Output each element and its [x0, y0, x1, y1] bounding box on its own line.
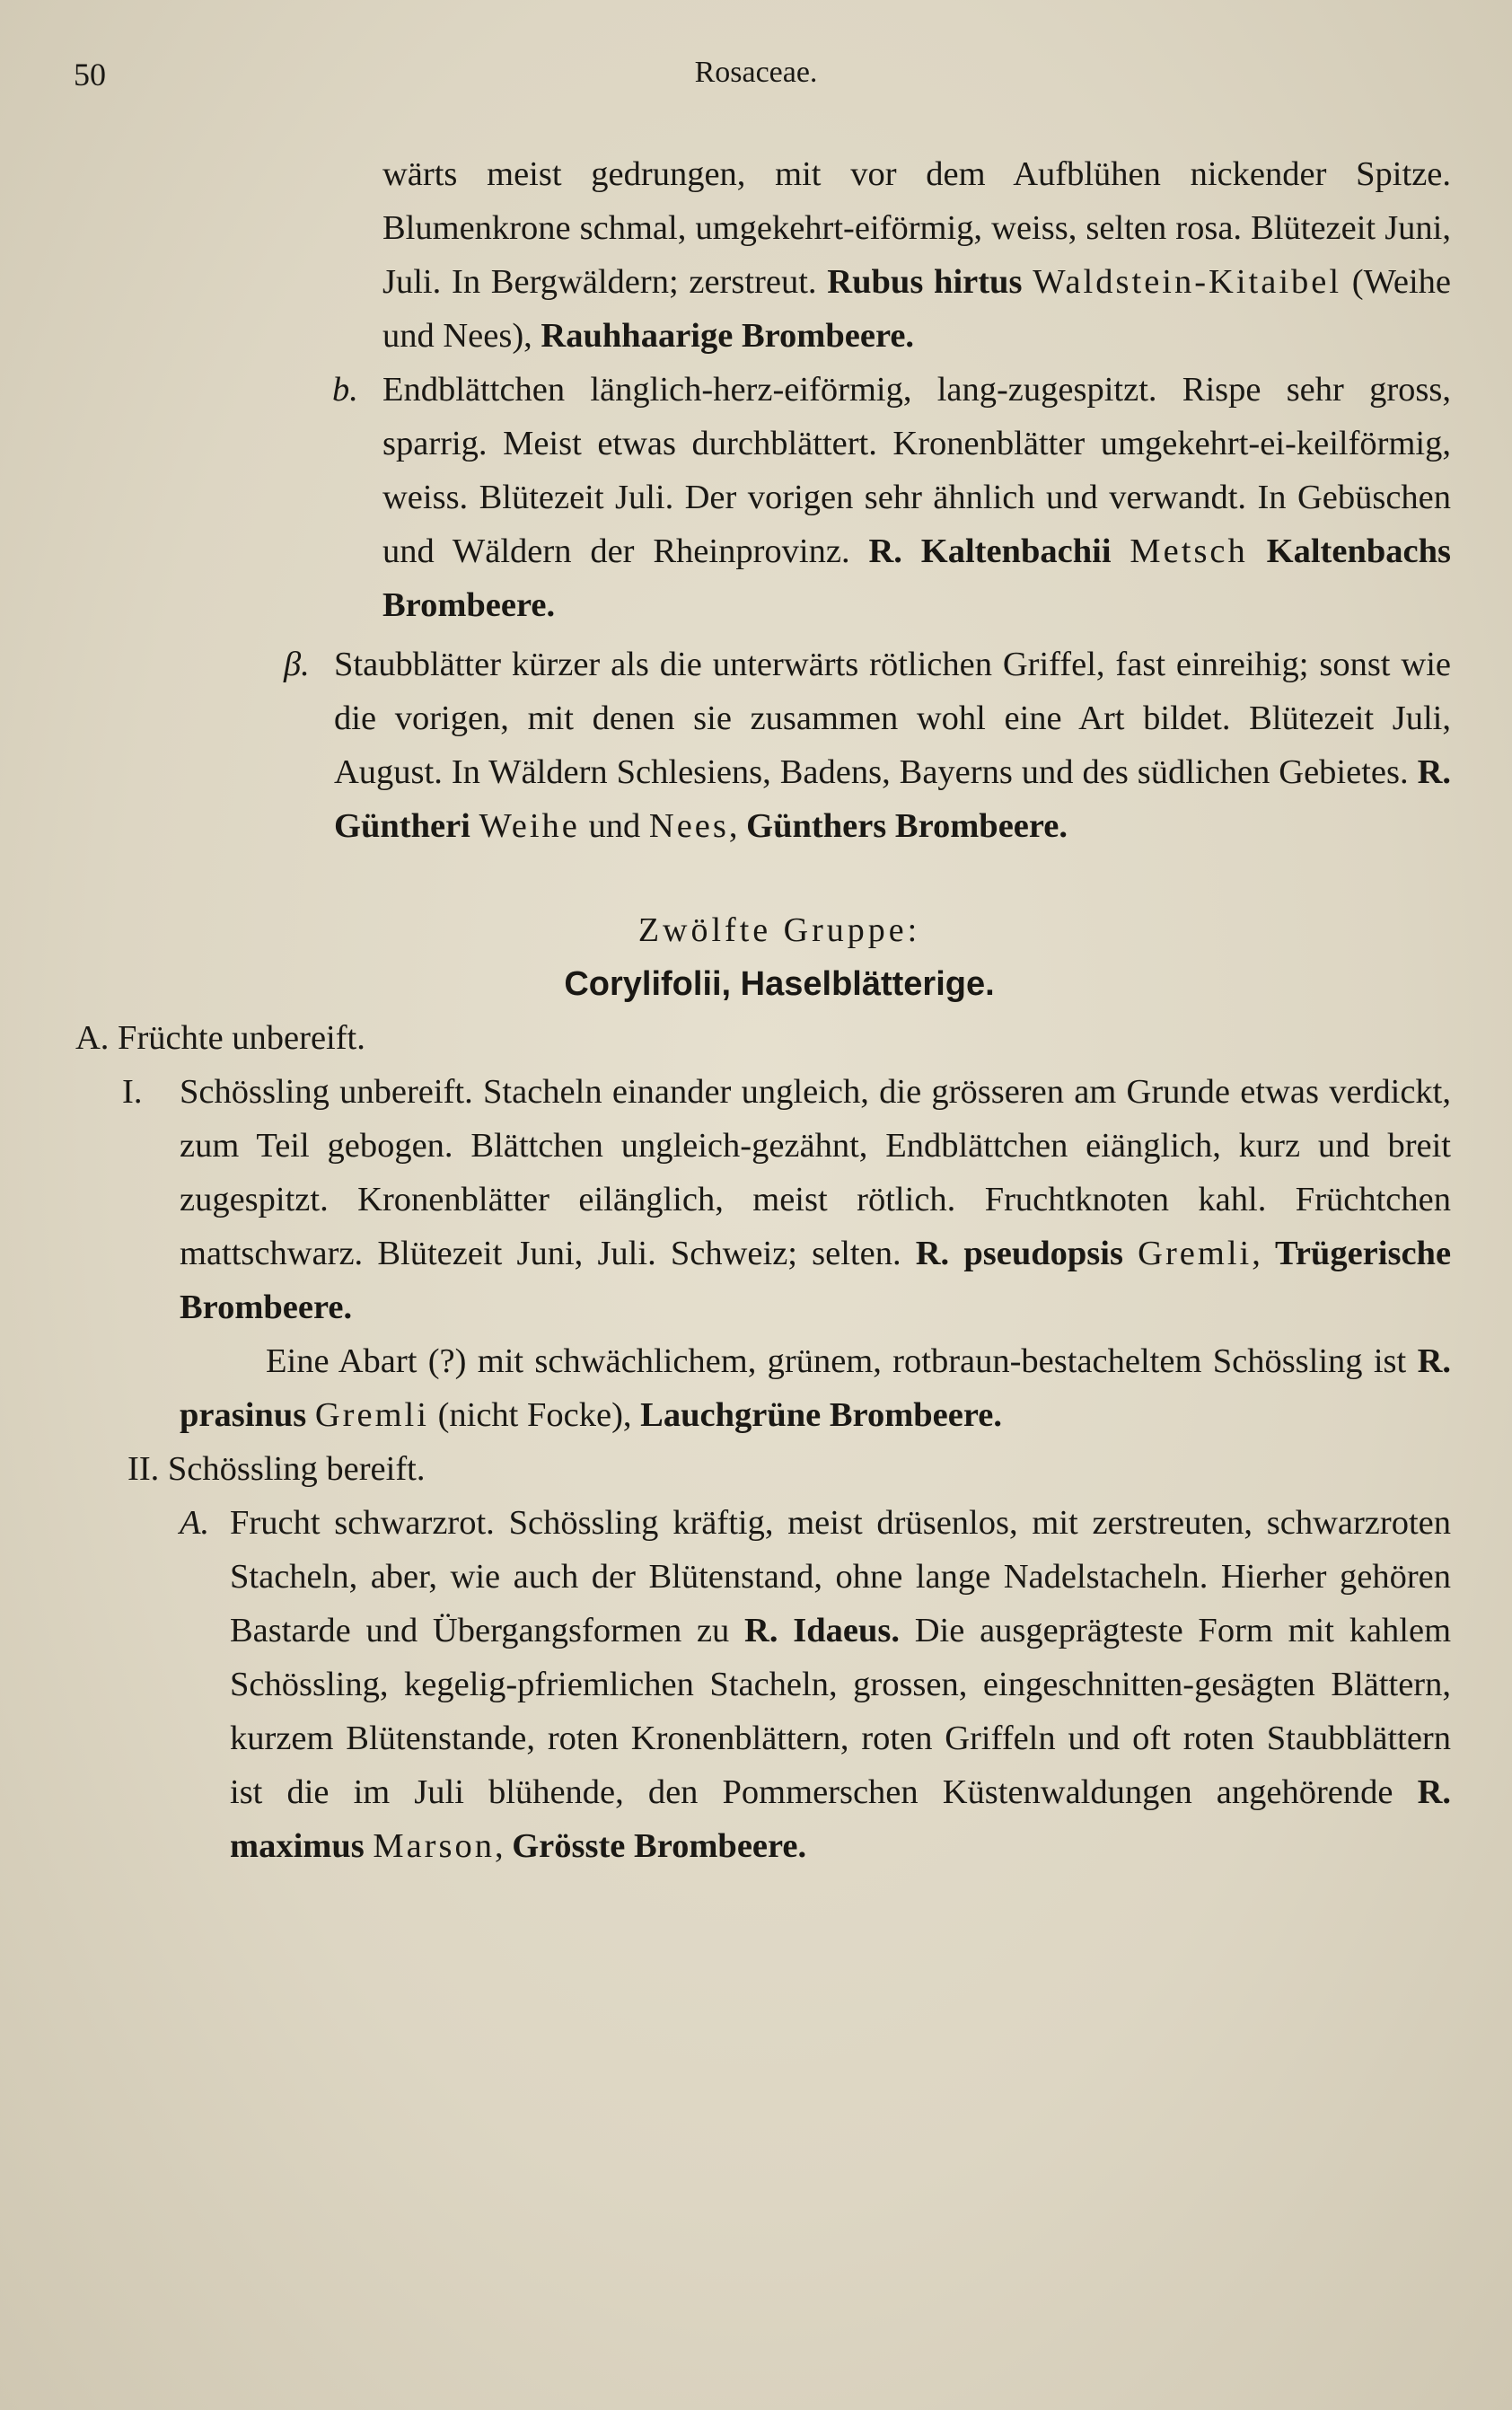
entry-text: Die ausgeprägteste Form mit kahlem Schössling, kegelig-pfriemlichen Stacheln, grossen, eingeschnitten-gesägten Blättern, kurzem Blütenstande, roten Kronenblättern, roten Griffeln und oft roten Staubblättern ist die im Juli blühende, den Pommerschen Küstenwaldungen angehörende	[230, 1612, 1452, 1811]
common-name: Kaltenbachs Brombeere.	[382, 532, 1452, 624]
author-name: Gremli	[1138, 1235, 1253, 1272]
author-name: Waldstein-Kitaibel	[1033, 263, 1342, 301]
author-name: Gremli	[314, 1396, 429, 1434]
common-name: Lauchgrüne Brombeere.	[640, 1396, 1002, 1434]
item-marker: b.	[332, 371, 358, 409]
common-name: Grösste Brombeere.	[512, 1827, 807, 1865]
entry-text: wärts meist gedrungen, mit vor dem Aufblühen nickender Spitze. Blumenkrone schmal, umgekehrt-eiförmig, weiss, selten rosa. Blütezeit Juni, Juli. In Bergwäldern; zerstreut.	[382, 155, 1451, 301]
common-name: Trügerische Brombeere.	[180, 1235, 1452, 1326]
entry-text: Endblättchen länglich-herz-eiförmig, lang-zugespitzt. Rispe sehr gross, sparrig. Meist etwas durchblättert. Kronenblätter umgekehrt-ei-keilförmig, weiss. Blütezeit Juli. Der vorigen sehr ähnlich und verwandt. In Gebüschen und Wäldern der Rheinprovinz.	[382, 371, 1451, 570]
species-name: R. Güntheri	[334, 753, 1451, 845]
entry-text: Frucht schwarzrot. Schössling kräftig, meist drüsenlos, mit zerstreuten, schwarzroten Stacheln, aber, wie auch der Blütenstand, ohne lange Nadelstacheln. Hierher gehören Bastarde und Übergangsformen zu	[230, 1504, 1451, 1649]
page-number: 50	[74, 57, 106, 92]
entry-text: Schössling unbereift. Stacheln einander ungleich, die grösseren am Grunde etwas verdickt, zum Teil gebogen. Blättchen ungleich-gezähnt, Endblättchen eiänglich, kurz und breit zugespitzt. Kronenblätter eilänglich, meist rötlich. Fruchtknoten kahl. Früchtchen mattschwarz. Blütezeit Juni, Juli. Schweiz; selten.	[180, 1073, 1451, 1272]
section-a-heading: A. Früchte unbereift.	[75, 1019, 365, 1057]
species-name: R. maximus	[230, 1773, 1451, 1865]
page-body	[0, 147, 1512, 1873]
item-marker: β.	[284, 646, 310, 683]
entry-text: Eine Abart (?) mit schwächlichem, grünem, rotbraun-bestacheltem Schössling ist	[266, 1342, 1418, 1380]
entry-text: und	[579, 807, 649, 845]
entry-text: (Weihe und Nees),	[382, 263, 1452, 355]
entry-text: Staubblätter kürzer als die unterwärts rötlichen Griffel, fast einreihig; sonst wie die vorigen, mit denen sie zusammen wohl eine Art bildet. Blütezeit Juli, August. In Wäldern Schlesiens, Badens, Bayerns und des südlichen Gebietes.	[334, 646, 1451, 791]
species-name: Rubus hirtus	[827, 263, 1023, 301]
page-header	[74, 56, 1438, 110]
entry-text: (nicht Focke),	[428, 1396, 641, 1434]
entry-rubus-guentheri	[284, 638, 1451, 853]
common-name: Rauhhaarige Brombeere.	[541, 317, 915, 355]
author-name: Metsch	[1130, 532, 1248, 570]
item-marker: A.	[180, 1504, 210, 1542]
item-marker: I.	[122, 1073, 143, 1111]
entry-rubus-maximus	[180, 1496, 1452, 1873]
running-title: Rosaceae.	[694, 56, 818, 89]
species-reference: R. Idaeus.	[744, 1612, 900, 1649]
entry-text: ,	[494, 1827, 513, 1865]
group-heading: Zwölfte Gruppe:	[637, 911, 921, 949]
entry-text: ,	[1252, 1235, 1276, 1272]
entry-rubus-pseudopsis	[122, 1065, 1452, 1334]
entry-rubus-hirtus	[382, 147, 1451, 363]
author-name: Nees	[648, 807, 729, 845]
entry-rubus-prasinus	[180, 1334, 1451, 1442]
group-name: Corylifolii, Haselblätterige.	[564, 965, 995, 1003]
species-name: R. Kaltenbachii	[868, 532, 1112, 570]
entry-rubus-kaltenbachii	[332, 363, 1452, 632]
section-ii-heading: II. Schössling bereift.	[127, 1450, 426, 1488]
author-name: Weihe	[479, 807, 580, 845]
entry-text: ,	[728, 807, 747, 845]
author-name: Marson	[373, 1827, 495, 1865]
species-name: R. pseudopsis	[915, 1235, 1123, 1272]
common-name: Günthers Brombeere.	[746, 807, 1068, 845]
species-name: R. prasinus	[180, 1342, 1451, 1434]
